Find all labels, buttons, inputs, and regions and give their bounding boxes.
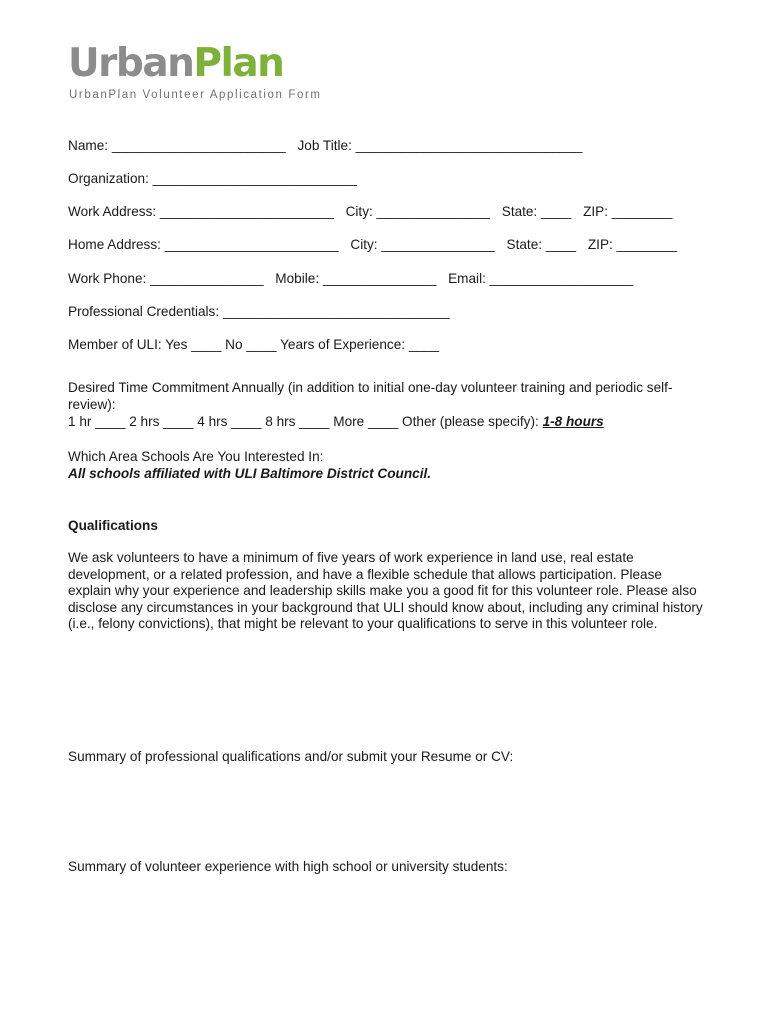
qualifications-body: We ask volunteers to have a minimum of five years of work experience in land use, real estate development, or a related profession, and have a flexible schedule that allows participation. Please explain why your experience and leadership skills make you a good fit for this volunteer role. Please also disclose any circumstances in your background that ULI should know about, including any criminal history (i.e., felony convictions), that might be relevant to your qualifications to serve in this volunteer role. — [68, 550, 703, 632]
row-name-job — [68, 138, 590, 154]
credentials-field[interactable]: Professional Credentials: ______________________________ — [68, 304, 450, 319]
qualifications-heading: Qualifications — [68, 518, 158, 533]
name-field[interactable]: Name: _______________________ — [68, 138, 286, 153]
membership-field[interactable]: Member of ULI: Yes ____ No ____ Years of Experience: ____ — [68, 337, 440, 352]
schools-label: Which Area Schools Are You Interested In: — [68, 449, 324, 464]
form-subtitle: UrbanPlan Volunteer Application Form — [69, 89, 322, 101]
home-address-field[interactable]: Home Address: _______________________ — [68, 237, 339, 252]
home-city-field[interactable]: City: _______________ — [350, 237, 495, 252]
mobile-field[interactable]: Mobile: _______________ — [275, 271, 437, 286]
time-commitment-block — [68, 380, 708, 431]
row-work-address — [68, 204, 680, 220]
row-home-address — [68, 237, 685, 253]
schools-block — [68, 449, 708, 482]
logo-plan-text: Plan — [193, 41, 284, 86]
work-phone-field[interactable]: Work Phone: _______________ — [68, 271, 264, 286]
home-zip-field[interactable]: ZIP: ________ — [587, 237, 678, 252]
time-commitment-answer: 1-8 hours — [542, 414, 604, 430]
row-membership — [68, 337, 447, 353]
row-organization — [68, 171, 365, 187]
row-phones — [68, 271, 641, 287]
work-zip-field[interactable]: ZIP: ________ — [583, 204, 673, 219]
email-field[interactable]: Email: ___________________ — [448, 271, 634, 286]
logo-urban-text: Urban — [68, 41, 194, 86]
home-state-field[interactable]: State: ____ — [506, 237, 577, 252]
time-commitment-options[interactable]: 1 hr ____ 2 hrs ____ 4 hrs ____ 8 hrs ____ More ____ Other (please specify): — [68, 414, 543, 430]
row-credentials — [68, 304, 458, 320]
organization-field[interactable]: Organization: ___________________________ — [68, 171, 357, 186]
urbanplan-logo — [68, 41, 284, 86]
summary-professional-label: Summary of professional qualifications and/or submit your Resume or CV: — [68, 749, 514, 764]
work-address-field[interactable]: Work Address: _______________________ — [68, 204, 334, 219]
summary-volunteer-label: Summary of volunteer experience with high school or university students: — [68, 859, 508, 874]
work-city-field[interactable]: City: _______________ — [345, 204, 490, 219]
job-title-field[interactable]: Job Title: ______________________________ — [297, 138, 583, 153]
schools-answer: All schools affiliated with ULI Baltimore District Council. — [68, 465, 432, 481]
work-state-field[interactable]: State: ____ — [501, 204, 572, 219]
time-commitment-options-line — [68, 414, 708, 431]
time-commitment-label: Desired Time Commitment Annually (in addition to initial one-day volunteer training and periodic self-review): — [68, 380, 673, 412]
